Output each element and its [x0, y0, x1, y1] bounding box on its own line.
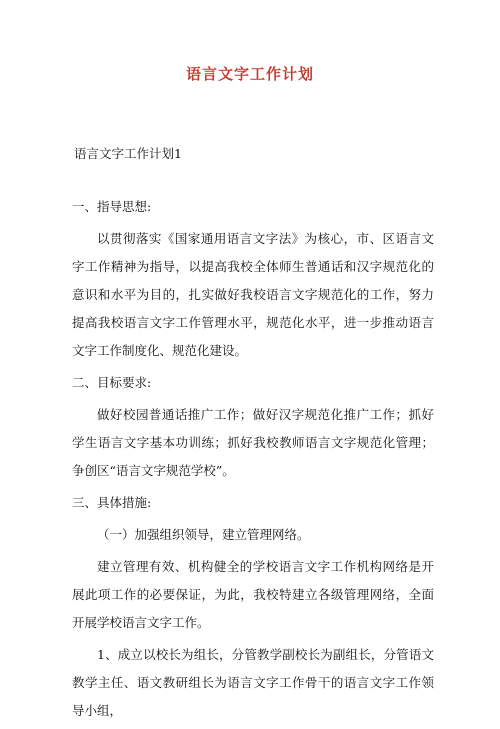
paragraph-measure-1-item-1: 1、成立以校长为组长，分管教学副校长为副组长，分管语文教学主任、语文教研组长为语言文字工作骨干的语言文字工作领导小组， — [72, 647, 434, 718]
document-body — [72, 140, 434, 729]
document-subtitle: 语言文字工作计划1 — [74, 146, 182, 161]
section-heading-goals: 二、目标要求: — [72, 375, 152, 390]
paragraph-measure-1-body: 建立管理有效、机构健全的学校语言文字工作机构网络是开展此项工作的必要保证，为此，我校特建立各级管理网络，全面开展学校语言文字工作。 — [72, 559, 434, 630]
paragraph-goals: 做好校园普通话推广工作；做好汉字规范化推广工作；抓好学生语言文字基本功训练；抓好我校教师语言文字规范化管理；争创区“语言文字规范学校”。 — [72, 407, 434, 478]
section-heading-guiding-ideology: 一、指导思想: — [72, 199, 152, 214]
paragraph-measure-1-title: （一）加强组织领导，建立管理网络。 — [97, 527, 310, 542]
paragraph-guiding-ideology: 以贯彻落实《国家通用语言文字法》为核心，市、区语言文字工作精神为指导，以提高我校全体师生普通话和汉字规范化的意识和水平为目的，扎实做好我校语言文字规范化的工作，努力提高我校语言文字工作管理水平，规范化水平，进一步推动语言文字工作制度化、规范化建设。 — [72, 231, 434, 358]
document-title: 语言文字工作计划 — [185, 65, 314, 83]
section-heading-measures: 三、具体措施: — [72, 495, 152, 510]
